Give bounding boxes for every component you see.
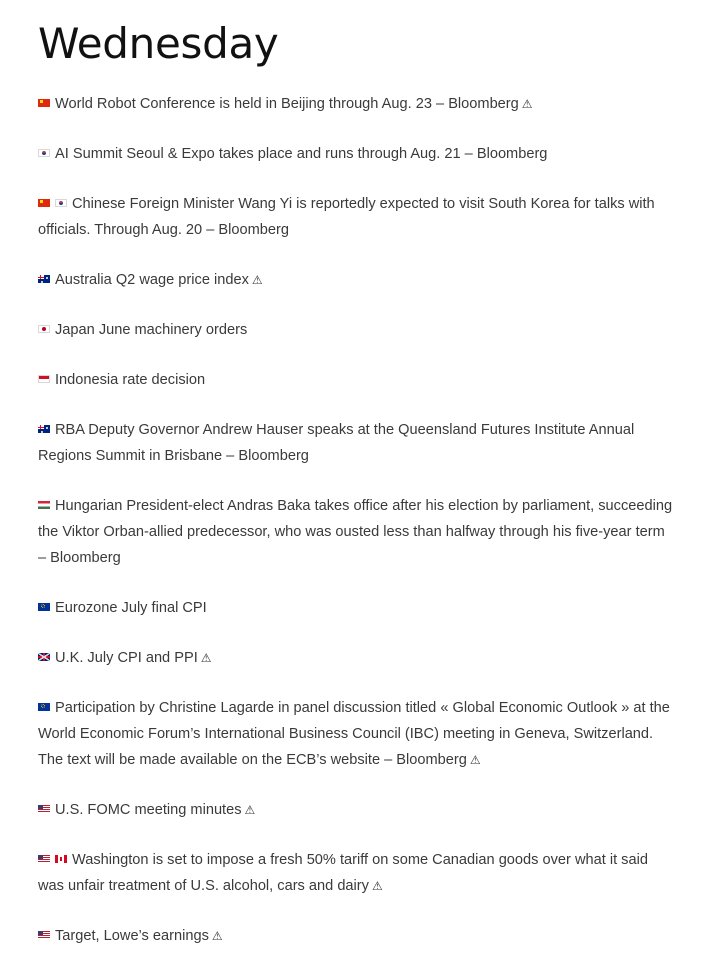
item-text: Target, Lowe’s earnings <box>55 928 209 944</box>
us-flag-icon <box>38 805 50 813</box>
item-text: RBA Deputy Governor Andrew Hauser speaks at the Queensland Futures Institute Annual Regions Summit in Brisbane – Bloomberg <box>38 422 635 464</box>
item-text: Hungarian President-elect Andras Baka takes office after his election by parliament, succeeding the Viktor Orban-allied predecessor, who was ousted less than halfway through his five-year term – Bloomberg <box>38 498 673 566</box>
warning-icon: ⚠ <box>371 879 383 893</box>
item-text: Chinese Foreign Minister Wang Yi is reportedly expected to visit South Korea for talks with officials. Through Aug. 20 – Bloomberg <box>38 196 655 238</box>
item-text: Japan June machinery orders <box>55 322 248 338</box>
list-item <box>38 847 674 899</box>
warning-icon: ⚠ <box>469 753 481 767</box>
warning-icon: ⚠ <box>251 273 263 287</box>
eu-flag-icon <box>38 703 50 711</box>
list-item <box>38 595 674 621</box>
us-flag-icon <box>38 855 50 863</box>
list-item <box>38 645 674 671</box>
ca-flag-icon <box>55 855 67 863</box>
list-item <box>38 797 674 823</box>
warning-icon: ⚠ <box>521 97 533 111</box>
list-item <box>38 417 674 469</box>
eu-flag-icon <box>38 603 50 611</box>
list-item <box>38 267 674 293</box>
list-item <box>38 91 674 117</box>
item-text: Eurozone July final CPI <box>55 600 207 616</box>
warning-icon: ⚠ <box>200 651 212 665</box>
item-text: Indonesia rate decision <box>55 372 206 388</box>
au-flag-icon <box>38 425 50 433</box>
item-text: U.K. July CPI and PPI <box>55 650 198 666</box>
cn-flag-icon <box>38 99 50 107</box>
gb-flag-icon <box>38 653 50 661</box>
item-text: AI Summit Seoul & Expo takes place and runs through Aug. 21 – Bloomberg <box>55 146 548 162</box>
warning-icon: ⚠ <box>211 929 223 943</box>
kr-flag-icon <box>55 199 67 207</box>
list-item <box>38 493 674 571</box>
kr-flag-icon <box>38 149 50 157</box>
page-title: Wednesday <box>38 19 279 68</box>
item-text: Australia Q2 wage price index <box>55 272 249 288</box>
list-item <box>38 923 674 949</box>
cn-flag-icon <box>38 199 50 207</box>
item-text: Participation by Christine Lagarde in panel discussion titled « Global Economic Outlook » at the World Economic Forum’s International Business Council (IBC) meeting in Geneva, Switzerland. The text will be made available on the ECB’s website – Bloomberg <box>38 700 670 768</box>
list-item <box>38 317 674 343</box>
list-item <box>38 191 674 243</box>
warning-icon: ⚠ <box>244 803 256 817</box>
us-flag-icon <box>38 931 50 939</box>
au-flag-icon <box>38 275 50 283</box>
list-item <box>38 367 674 393</box>
item-text: World Robot Conference is held in Beijing through Aug. 23 – Bloomberg <box>55 96 519 112</box>
id-flag-icon <box>38 375 50 383</box>
jp-flag-icon <box>38 325 50 333</box>
item-text: Washington is set to impose a fresh 50% tariff on some Canadian goods over what it said was unfair treatment of U.S. alcohol, cars and dairy <box>38 852 648 894</box>
list-item <box>38 141 674 167</box>
list-item <box>38 695 674 773</box>
hu-flag-icon <box>38 501 50 509</box>
item-text: U.S. FOMC meeting minutes <box>55 802 242 818</box>
